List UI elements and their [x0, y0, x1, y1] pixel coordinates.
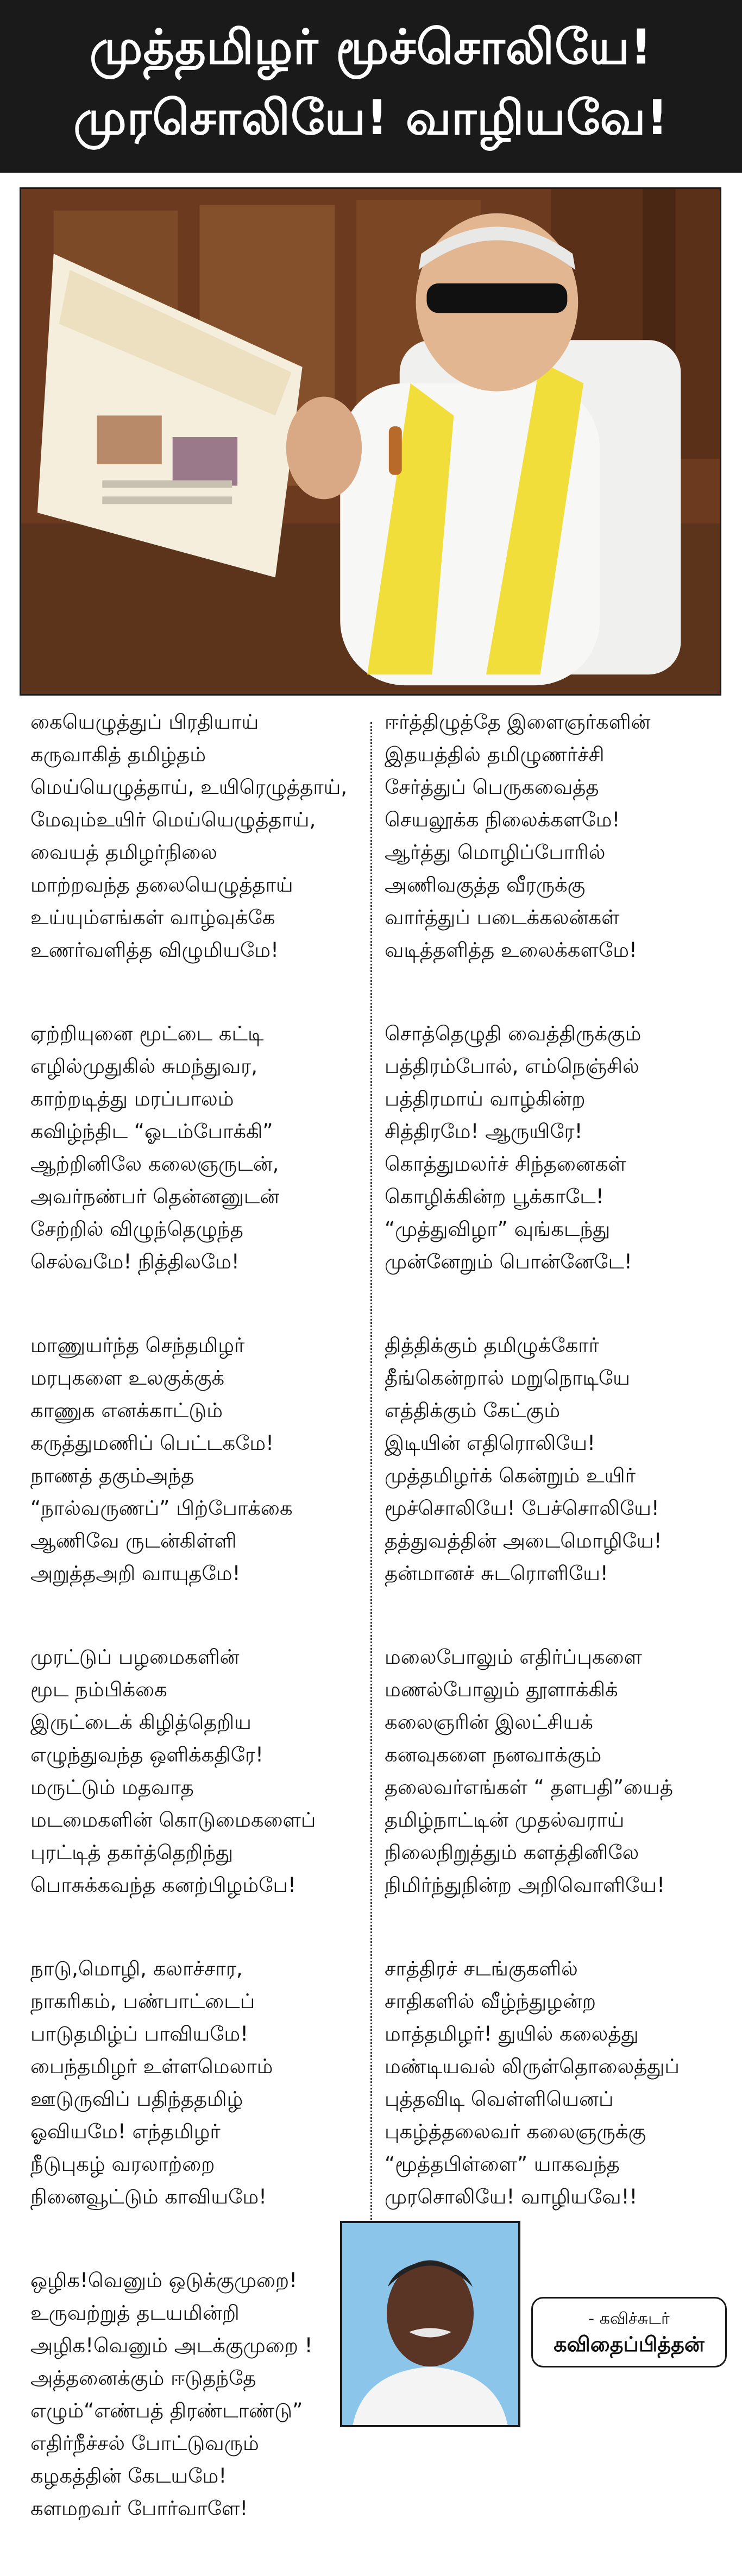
poem-line: மேவும்உயிர் மெய்யெழுத்தாய், [30, 808, 316, 831]
poet-signature-box [531, 2297, 727, 2367]
poem-line: நிமிர்ந்துநின்ற அறிவொளியே! [385, 1873, 665, 1897]
stanza [30, 2264, 356, 2525]
poem-line: தித்திக்கும் தமிழுக்கோர் [385, 1334, 599, 1357]
poem-line: பத்திரம்போல், எம்நெஞ்சில் [385, 1055, 639, 1078]
stanza [30, 1953, 356, 2213]
poem-line: “மூத்தபிள்ளை” யாகவந்த [385, 2152, 620, 2176]
poem-line: அறுத்தஅறி வாயுதமே! [30, 1562, 241, 1585]
poem-line: மண்டியவல் லிருள்தொலைத்துப் [385, 2055, 680, 2078]
poem-line: ஊடுருவிப் பதிந்ததமிழ் [30, 2087, 243, 2111]
poem-line: முரசொலியே! வாழியவே!! [385, 2185, 638, 2208]
stanza [385, 1329, 710, 1590]
poem-line: ஆணிவே ருடன்கிள்ளி [30, 1529, 237, 1552]
poem-line: செல்வமே! நித்திலமே! [30, 1250, 240, 1273]
stanza [385, 1641, 710, 1902]
poem-line: கருத்துமணிப் பெட்டகமே! [30, 1431, 274, 1455]
poem-line: புத்தவிடி வெள்ளியெனப் [385, 2087, 614, 2111]
poem-line: ஒழிக!வெனும் ஒடுக்குமுறை! [30, 2269, 298, 2292]
poem-line: இதயத்தில் தமிழுணர்ச்சி [385, 743, 605, 766]
poem-columns [20, 706, 721, 2520]
poem-line: காற்றடித்து மரப்பாலம் [30, 1087, 234, 1110]
poem-column-right [385, 706, 710, 2264]
poem-line: வார்த்துப் படைக்கலன்கள் [385, 906, 620, 929]
poem-line: தலைவர்எங்கள் “ தளபதி”யைத் [385, 1776, 673, 1799]
poem-line: சேற்றில் விழுந்தெழுந்த [30, 1217, 243, 1241]
main-photo [20, 187, 721, 696]
poet-photo [340, 2221, 520, 2427]
stanza [30, 1641, 356, 1902]
poem-line: புரட்டித் தகர்த்தெறிந்து [30, 1841, 234, 1864]
poem-line: மாத்தமிழர்! துயில் கலைத்து [385, 2022, 639, 2045]
poet-name: கவிதைப்பித்தன் [554, 2332, 705, 2356]
poem-line: நாகரிகம், பண்பாட்டைப் [30, 1990, 255, 2013]
poem-line: பொசுக்கவந்த கனற்பிழம்பே! [30, 1873, 296, 1897]
poem-line: உணர்வளித்த விழுமியமே! [30, 938, 279, 962]
poem-line: எழில்முதுகில் சுமந்துவர, [30, 1055, 257, 1078]
poem-line: மரபுகளை உலகுக்குக் [30, 1366, 225, 1390]
poem-line: சொத்தெழுதி வைத்திருக்கும் [385, 1022, 642, 1045]
poem-line: காணுக எனக்காட்டும் [30, 1399, 223, 1422]
poem-line: “முத்துவிழா” வுங்கடந்து [385, 1217, 611, 1241]
poem-line: உருவற்றுத் தடயமின்றி [30, 2301, 240, 2325]
stanza [30, 1018, 356, 1278]
poem-line: எதிர்நீச்சல் போட்டுவரும் [30, 2432, 259, 2455]
stanza [385, 1018, 710, 1278]
poem-column-left [30, 706, 356, 2576]
poet-title: - கவிச்சுடர் [588, 2309, 670, 2328]
headline-line-2: முரசொலியே! வாழியவே! [73, 90, 669, 146]
poem-line: ஏற்றியுனை மூட்டை கட்டி [30, 1022, 264, 1045]
poem-line: நாடு,மொழி, கலாச்சார, [30, 1957, 243, 1980]
poem-line: அவர்நண்பர் தென்னனுடன் [30, 1185, 280, 1208]
man-reading-newspaper-illustration [21, 189, 720, 694]
poem-line: எழும்“எண்பத் திரண்டாண்டு” [30, 2399, 303, 2422]
poem-line: ஆற்றினிலே கலைஞருடன், [30, 1152, 279, 1176]
stanza [30, 706, 356, 967]
poem-line: “நால்வருணப்” பிற்போக்கை [30, 1497, 293, 1520]
poem-line: பைந்தமிழர் உள்ளமெலாம் [30, 2055, 273, 2078]
poem-line: அணிவகுத்த வீரருக்கு [385, 873, 586, 896]
poem-line: தீங்கென்றால் மறுநொடியே [385, 1366, 630, 1390]
poem-line: கையெழுத்துப் பிரதியாய் [30, 710, 259, 734]
poem-line: வடித்தளித்த உலைக்களமே! [385, 938, 637, 962]
poem-line: ஈர்த்திழுத்தே இளைஞர்களின் [385, 710, 651, 734]
headline-banner [0, 0, 742, 173]
poem-line: மெய்யெழுத்தாய், உயிரெழுத்தாய், [30, 775, 348, 799]
stanza [385, 706, 710, 967]
poem-line: மலைபோலும் எதிர்ப்புகளை [385, 1645, 642, 1669]
poem-line: கனவுகளை நனவாக்கும் [385, 1743, 602, 1766]
poem-line: களமறவர் போர்வாளே! [30, 2497, 248, 2520]
poem-line: மணல்போலும் தூளாக்கிக் [385, 1678, 618, 1701]
poem-line: அழிக!வெனும் அடக்குமுறை ! [30, 2334, 313, 2357]
poem-line: கருவாகித் தமிழ்தம் [30, 743, 206, 766]
poem-line: ஓவியமே! எந்தமிழர் [30, 2120, 221, 2143]
poem-line: உய்யும்எங்கள் வாழ்வுக்கே [30, 906, 275, 929]
poet-portrait-illustration [342, 2223, 518, 2425]
poem-line: முன்னேறும் பொன்னேடே! [385, 1250, 632, 1273]
poem-line: கலைஞரின் இலட்சியக் [385, 1710, 593, 1734]
poem-line: மாற்றவந்த தலையெழுத்தாய் [30, 873, 293, 896]
stanza [30, 1329, 356, 1590]
stanza [385, 1953, 710, 2213]
poem-line: செயலூக்க நிலைக்களமே! [385, 808, 620, 831]
poem-line: ஆர்த்து மொழிப்போரில் [385, 841, 606, 864]
poem-line: சேர்த்துப் பெருகவைத்த [385, 775, 599, 799]
poem-line: மடமைகளின் கொடுமைகளைப் [30, 1808, 316, 1832]
poem-line: கவிழ்ந்திட “ஓடம்போக்கி” [30, 1120, 273, 1143]
poem-line: கழகத்தின் கேடயமே! [30, 2464, 227, 2487]
poem-line: மருட்டும் மதவாத [30, 1776, 194, 1799]
poem-line: சாத்திரச் சடங்குகளில் [385, 1957, 578, 1980]
poem-line: வையத் தமிழர்நிலை [30, 841, 218, 864]
poem-line: முரட்டுப் பழமைகளின் [30, 1645, 240, 1669]
poem-line: தமிழ்நாட்டின் முதல்வராய் [385, 1808, 625, 1832]
poem-line: சித்திரமே! ஆருயிரே! [385, 1120, 583, 1143]
poem-line: பத்திரமாய் வாழ்கின்ற [385, 1087, 586, 1110]
column-divider [370, 722, 372, 2405]
poem-line: நாணத் தகும்அந்த [30, 1464, 194, 1487]
poem-line: கொத்துமலர்ச் சிந்தனைகள் [385, 1152, 626, 1176]
headline-line-1: முத்தமிழர் மூச்சொலியே! [89, 19, 653, 75]
poem-line: நினைவூட்டும் காவியமே! [30, 2185, 267, 2208]
poem-line: மாணுயர்ந்த செந்தமிழர் [30, 1334, 245, 1357]
poem-line: கொழிக்கின்ற பூக்காடே! [385, 1185, 604, 1208]
poem-line: மூச்சொலியே! பேச்சொலியே! [385, 1497, 659, 1520]
poem-line: பாடுதமிழ்ப் பாவியமே! [30, 2022, 249, 2045]
poem-line: தத்துவத்தின் அடைமொழியே! [385, 1529, 662, 1552]
poem-line: முத்தமிழர்க் கென்றும் உயிர் [385, 1464, 636, 1487]
poem-line: இடியின் எதிரொலியே! [385, 1431, 595, 1455]
poem-line: நிலைநிறுத்தும் களத்தினிலே [385, 1841, 639, 1864]
poem-line: தன்மானச் சுடரொளியே! [385, 1562, 608, 1585]
poem-line: இருட்டைக் கிழித்தெறிய [30, 1710, 251, 1734]
poem-line: எழுந்துவந்த ஒளிக்கதிரே! [30, 1743, 264, 1766]
poem-line: சாதிகளில் வீழ்ந்துழன்ற [385, 1990, 596, 2013]
poem-line: நீடுபுகழ் வரலாற்றை [30, 2152, 215, 2176]
poem-line: புகழ்த்தலைவர் கலைஞருக்கு [385, 2120, 646, 2143]
poem-line: அத்தனைக்கும் ஈடுதந்தே [30, 2366, 256, 2390]
poem-line: எத்திக்கும் கேட்கும் [385, 1399, 560, 1422]
poem-line: மூட நம்பிக்கை [30, 1678, 167, 1701]
